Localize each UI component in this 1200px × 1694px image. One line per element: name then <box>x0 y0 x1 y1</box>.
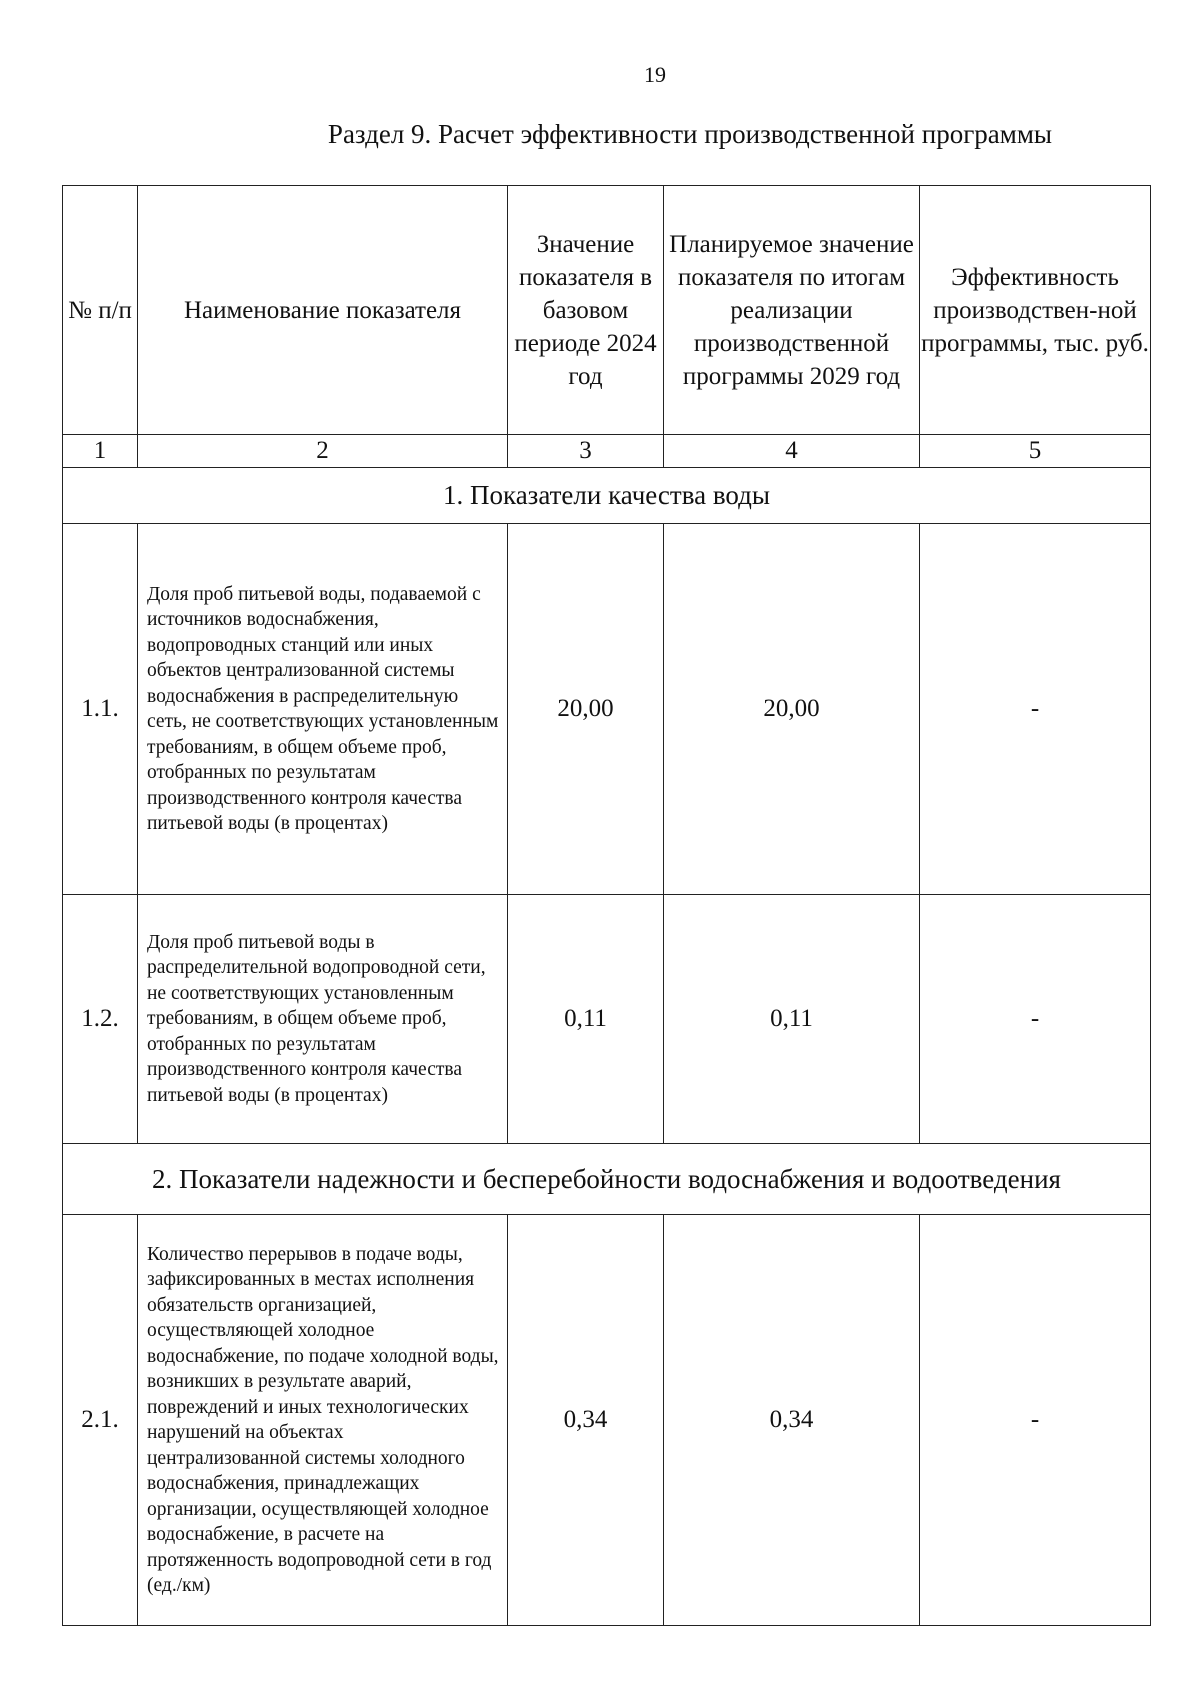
base-value: 0,11 <box>508 895 664 1144</box>
indicator-name: Доля проб питьевой воды, подаваемой с источников водоснабжения, водопроводных станций или иных объектов централизованной системы водоснабжения в распределительную сеть, не соответствующих установленным требованиям, в общем объеме проб, отобранных по результатам производственного контроля качества питьевой воды (в процентах) <box>138 524 508 895</box>
table-row <box>63 524 1151 895</box>
planned-value: 0,11 <box>664 895 920 1144</box>
section-title: Раздел 9. Расчет эффективности производственной программы <box>327 119 1053 149</box>
indicator-name: Количество перерывов в подаче воды, зафиксированных в местах исполнения обязательств организацией, осуществляющей холодное водоснабжение, по подаче холодной воды, возникших в результате аварий, повреждений и иных технологических нарушений на объектах централизованной системы холодного водоснабжения, принадлежащих организации, осуществляющей холодное водоснабжение, в расчете на протяженность водопроводной сети в год (ед./км) <box>138 1215 508 1626</box>
group-header-row <box>63 468 1151 524</box>
base-value: 0,34 <box>508 1215 664 1626</box>
header-number: № п/п <box>63 186 138 435</box>
group-header-row <box>63 1144 1151 1215</box>
header-planned-value: Планируемое значение показателя по итогам реализации производственной программы 2029 год <box>664 186 920 435</box>
planned-value: 20,00 <box>664 524 920 895</box>
header-indicator-name: Наименование показателя <box>138 186 508 435</box>
table-row <box>63 1215 1151 1626</box>
column-number: 3 <box>508 435 664 468</box>
page-number: 19 <box>644 62 666 87</box>
table-header-row <box>63 186 1151 435</box>
header-base-value: Значение показателя в базовом периоде 2024 год <box>508 186 664 435</box>
column-number: 4 <box>664 435 920 468</box>
group-title: 1. Показатели качества воды <box>63 468 1151 524</box>
column-number: 2 <box>138 435 508 468</box>
indicator-name: Доля проб питьевой воды в распределительной водопроводной сети, не соответствующих установленным требованиям, в общем объеме проб, отобранных по результатам производственного контроля качества питьевой воды (в процентах) <box>138 895 508 1144</box>
base-value: 20,00 <box>508 524 664 895</box>
table-row <box>63 895 1151 1144</box>
group-title: 2. Показатели надежности и бесперебойности водоснабжения и водоотведения <box>63 1144 1151 1215</box>
header-efficiency: Эффективность производствен-ной программы, тыс. руб. <box>920 186 1151 435</box>
column-number-row <box>63 435 1151 468</box>
row-number: 1.1. <box>63 524 138 895</box>
efficiency-table <box>62 185 1151 1626</box>
efficiency-value: - <box>920 524 1151 895</box>
column-number: 5 <box>920 435 1151 468</box>
efficiency-value: - <box>920 895 1151 1144</box>
row-number: 1.2. <box>63 895 138 1144</box>
planned-value: 0,34 <box>664 1215 920 1626</box>
efficiency-value: - <box>920 1215 1151 1626</box>
row-number: 2.1. <box>63 1215 138 1626</box>
column-number: 1 <box>63 435 138 468</box>
